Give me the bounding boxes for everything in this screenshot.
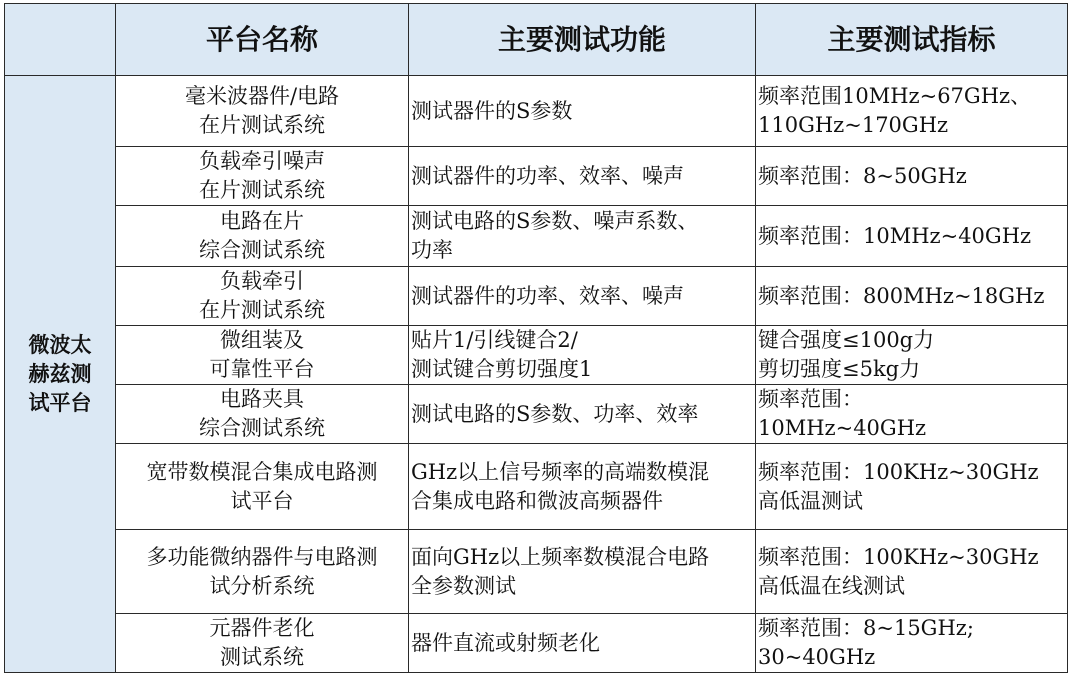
function-cell: 贴片1/引线键合2/ 测试键合剪切强度1 bbox=[409, 326, 756, 385]
platform-name-cell: 电路在片 综合测试系统 bbox=[116, 206, 409, 267]
table-row bbox=[5, 385, 1068, 444]
function-cell: 测试器件的功率、效率、噪声 bbox=[409, 147, 756, 206]
header-row bbox=[5, 4, 1068, 76]
header-platform-name: 平台名称 bbox=[116, 4, 409, 76]
function-cell: 测试电路的S参数、噪声系数、 功率 bbox=[409, 206, 756, 267]
spec-cell: 频率范围：8~15GHz; 30~40GHz bbox=[756, 614, 1068, 673]
function-cell: 面向GHz以上频率数模混合电路 全参数测试 bbox=[409, 530, 756, 614]
platform-name-cell: 元器件老化 测试系统 bbox=[116, 614, 409, 673]
spec-cell: 频率范围： 10MHz~40GHz bbox=[756, 385, 1068, 444]
function-cell: GHz以上信号频率的高端数模混 合集成电路和微波高频器件 bbox=[409, 444, 756, 530]
platform-name-cell: 宽带数模混合集成电路测 试平台 bbox=[116, 444, 409, 530]
group-label bbox=[5, 76, 116, 673]
table-row bbox=[5, 206, 1068, 267]
spec-cell: 频率范围：100KHz~30GHz 高低温测试 bbox=[756, 444, 1068, 530]
platform-name-cell: 负载牵引噪声 在片测试系统 bbox=[116, 147, 409, 206]
platform-table bbox=[4, 3, 1068, 673]
table-row bbox=[5, 614, 1068, 673]
spec-cell: 频率范围10MHz~67GHz、 110GHz~170GHz bbox=[756, 76, 1068, 147]
function-cell: 测试器件的S参数 bbox=[409, 76, 756, 147]
spec-cell: 键合强度≤100g力 剪切强度≤5kg力 bbox=[756, 326, 1068, 385]
header-cell-empty bbox=[5, 4, 116, 76]
platform-name-cell: 微组装及 可靠性平台 bbox=[116, 326, 409, 385]
spec-cell: 频率范围：10MHz~40GHz bbox=[756, 206, 1068, 267]
header-main-spec: 主要测试指标 bbox=[756, 4, 1068, 76]
table-row bbox=[5, 76, 1068, 147]
table-row bbox=[5, 147, 1068, 206]
function-cell: 器件直流或射频老化 bbox=[409, 614, 756, 673]
table-row bbox=[5, 530, 1068, 614]
function-cell: 测试电路的S参数、功率、效率 bbox=[409, 385, 756, 444]
table-row bbox=[5, 326, 1068, 385]
table-row bbox=[5, 444, 1068, 530]
spec-cell: 频率范围：800MHz~18GHz bbox=[756, 267, 1068, 326]
group-label-text: 微波太 赫兹测 试平台 bbox=[28, 332, 92, 415]
spec-cell: 频率范围：8~50GHz bbox=[756, 147, 1068, 206]
platform-name-cell: 电路夹具 综合测试系统 bbox=[116, 385, 409, 444]
platform-name-cell: 负载牵引 在片测试系统 bbox=[116, 267, 409, 326]
header-main-function: 主要测试功能 bbox=[409, 4, 756, 76]
platform-name-cell: 毫米波器件/电路 在片测试系统 bbox=[116, 76, 409, 147]
function-cell: 测试器件的功率、效率、噪声 bbox=[409, 267, 756, 326]
spec-cell: 频率范围：100KHz~30GHz 高低温在线测试 bbox=[756, 530, 1068, 614]
platform-name-cell: 多功能微纳器件与电路测 试分析系统 bbox=[116, 530, 409, 614]
table-row bbox=[5, 267, 1068, 326]
